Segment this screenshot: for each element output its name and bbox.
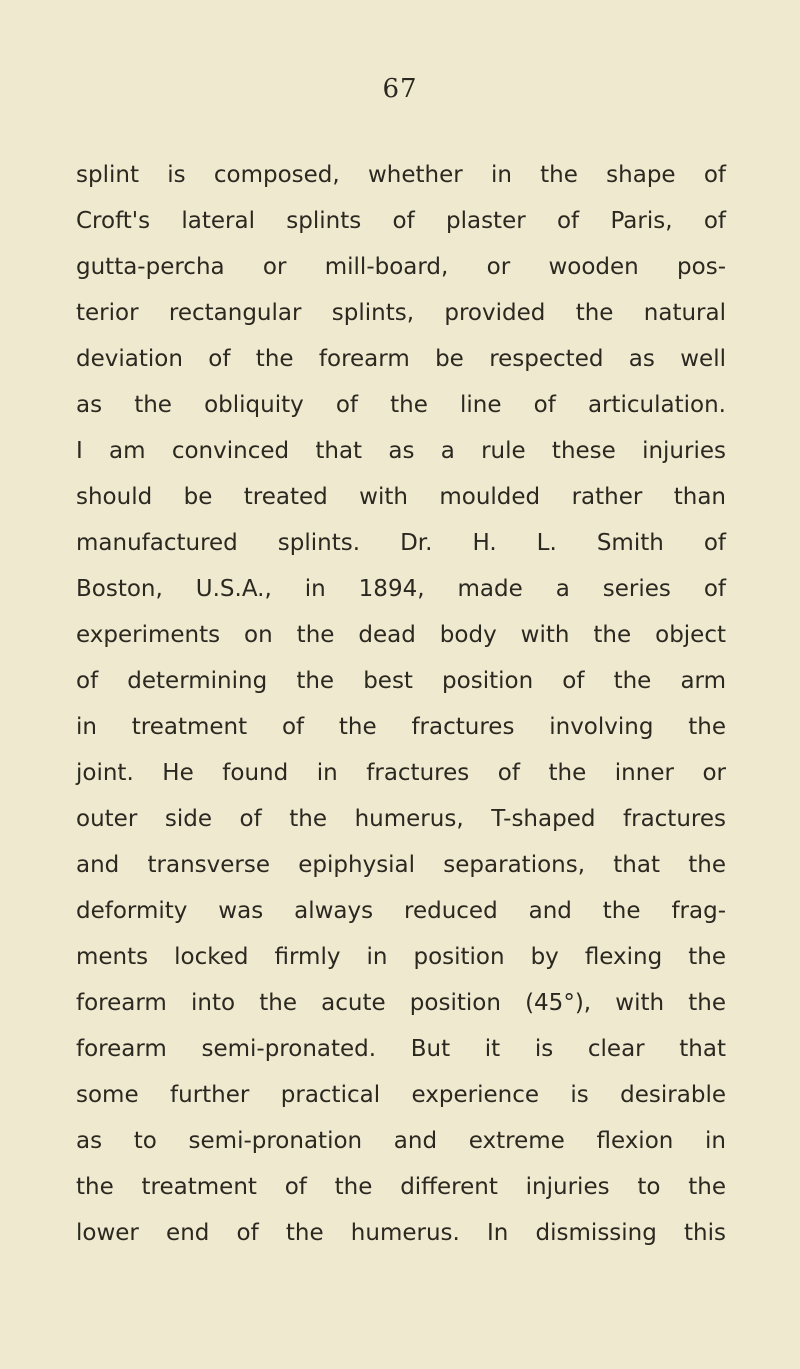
text-line: should be treated with moulded rather than — [76, 484, 726, 510]
page-number: 67 — [382, 74, 418, 104]
text-line: Boston, U.S.A., in 1894, made a series of — [76, 576, 726, 602]
text-line: splint is composed, whether in the shape of — [76, 162, 726, 188]
text-line: and transverse epiphysial separations, that the — [76, 852, 726, 878]
text-line: forearm semi-pronated. But it is clear that — [76, 1036, 726, 1062]
text-line: lower end of the humerus. In dismissing this — [76, 1220, 726, 1246]
text-line: ments locked firmly in position by flexing the — [76, 944, 726, 970]
text-line: gutta-percha or mill-board, or wooden pos- — [76, 254, 726, 280]
text-line: of determining the best position of the arm — [76, 668, 726, 694]
text-line: in treatment of the fractures involving the — [76, 714, 726, 740]
text-line: some further practical experience is desirable — [76, 1082, 726, 1108]
text-line: joint. He found in fractures of the inner or — [76, 760, 726, 786]
text-line: deviation of the forearm be respected as well — [76, 346, 726, 372]
text-line: deformity was always reduced and the frag- — [76, 898, 726, 924]
text-line: forearm into the acute position (45°), with the — [76, 990, 726, 1016]
text-line: experiments on the dead body with the object — [76, 622, 726, 648]
text-line: the treatment of the different injuries to the — [76, 1174, 726, 1200]
text-line: as the obliquity of the line of articulation. — [76, 392, 726, 418]
text-line: manufactured splints. Dr. H. L. Smith of — [76, 530, 726, 556]
text-line: Croft's lateral splints of plaster of Paris, of — [76, 208, 726, 234]
body-text — [76, 152, 726, 1256]
text-line: as to semi-pronation and extreme flexion in — [76, 1128, 726, 1154]
text-line: terior rectangular splints, provided the natural — [76, 300, 726, 326]
text-line: outer side of the humerus, T-shaped fractures — [76, 806, 726, 832]
text-line: I am convinced that as a rule these injuries — [76, 438, 726, 464]
